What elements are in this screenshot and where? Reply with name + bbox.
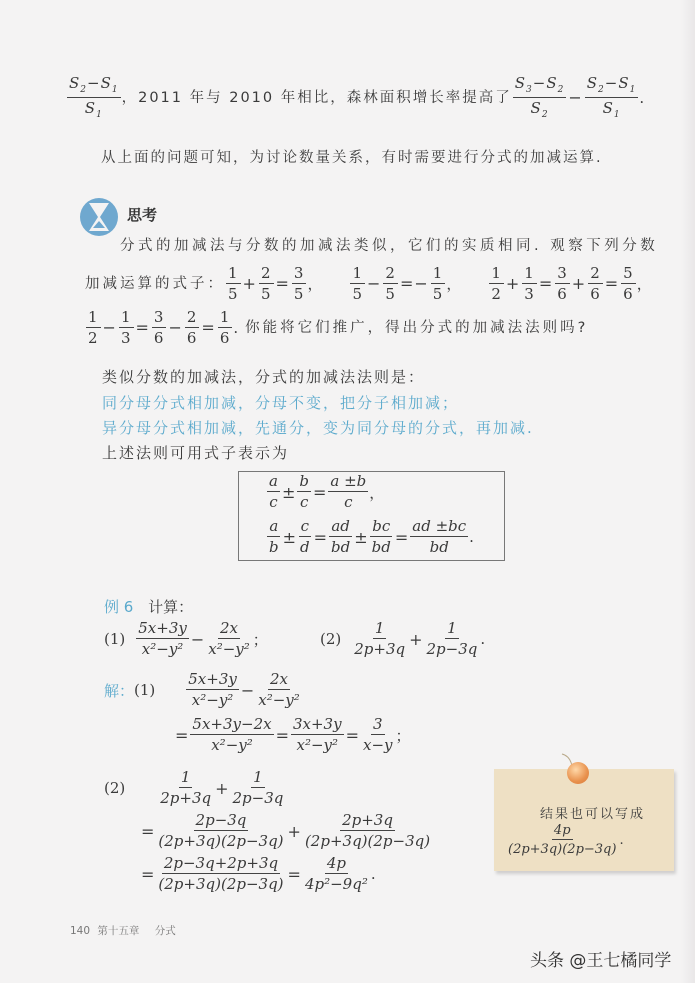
side-note-text: 结果也可以写成 [540,807,646,822]
think-title: 思考 [127,206,158,224]
solution-part1-line1: 解： (1) $\frac{5x+3y}{\text{x²−y²}}$ − $\frac{2x}{\text{x²−y²}}$ [104,670,300,709]
pushpin-icon [567,762,589,784]
think-line2: 加减运算的式子： $\frac{1}{5}$ + $\frac{2}{5}$ = $\frac{3}{5}$ ， $\frac{1}{5}$ − $\frac{2}{5}$ =− $\frac{1}{5}$ ， $\frac{1}{2}$ + $\frac{1}{3}$ = $\frac{3}{6}$ + $\frac{2}{6}$ = $\frac{5}{6}$ ， [85,264,653,303]
solution-part2-line3: = $\frac{2p-3q+2p+3q}{(2p+3q)(2p-3q)}$ = $\frac{4p}{\text{4p²−9q²}}$ . [141,854,376,893]
solution-part2-line2: = $\frac{2p-3q}{(2p+3q)(2p-3q)}$ + $\frac{2p+3q}{(2p+3q)(2p-3q)}$ [141,811,431,850]
example-label: 例 6 [104,598,134,616]
formula-same-denominator: $\frac{a}{c}$ ± $\frac{b}{c}$ = $\frac{a \pm b}{c}$ ， [269,472,385,511]
section-label: 分式 [154,925,176,937]
fraction-s2-s1-over-s1: $\frac{S_2-S_1}{S_1}$ [69,74,119,120]
rule-different-denominator: 异分母分式相加减，先通分，变为同分母的分式，再加减. [102,419,534,437]
conclusion-text: 从上面的问题可知，为讨论数量关系，有时需要进行分式的加减运算. [101,150,603,166]
formula-different-denominator: $\frac{a}{b}$ ± $\frac{c}{d}$ = $\frac{ad}{bd}$ ± $\frac{bc}{bd}$ = $\frac{ad \pm bc}{bd}$ . [269,517,474,556]
watermark: 头条 @王七橘同学 [530,951,672,971]
eq3: $\frac{1}{2}$ + $\frac{1}{3}$ = $\frac{3}{6}$ + $\frac{2}{6}$ = $\frac{5}{6}$ ， [491,264,653,303]
eq1: $\frac{1}{5}$ + $\frac{2}{5}$ = $\frac{3}{5}$ ， [228,264,324,303]
fraction-s2-s1-over-s1-b: $\frac{S_2-S_1}{S_1}$ [586,74,637,120]
think-hourglass-icon [79,197,119,237]
rules-intro: 类似分数的加减法，分式的加减法法则是： [102,368,426,386]
side-note-fraction: $\frac{4p}{(2p+3q)(2p-3q)}$ . [508,823,624,857]
solution-label: 解： [104,681,135,700]
page-number: 140 [70,925,91,937]
think-line3: $\frac{1}{2}$ − $\frac{1}{3}$ = $\frac{3}{6}$ − $\frac{2}{6}$ = $\frac{1}{6}$ . 你能将它们推广，得出分式的加减法法则吗? [85,310,588,346]
intro-text: ，2011 年与 2010 年相比，森林面积增长率提高了 [121,90,512,106]
formula-intro: 上述法则可用式子表示为 [102,444,290,462]
example-problem-1: (1) $\frac{5x+3y}{\text{x²−y²}}$ − $\frac{2x}{\text{x²−y²}}$ ； [104,619,268,658]
example-problem-2: (2) $\frac{1}{2p+3q}$ + $\frac{1}{2p-3q}$ . [320,619,486,658]
eq4: $\frac{1}{2}$ − $\frac{1}{3}$ = $\frac{3}{6}$ − $\frac{2}{6}$ = $\frac{1}{6}$ . [88,308,240,347]
fraction-s3-s2-over-s2: $\frac{S_3-S_2}{S_2}$ [514,74,565,120]
rule-same-denominator: 同分母分式相加减，分母不变，把分子相加减； [102,394,460,412]
page-footer [70,923,176,938]
example-heading [104,596,193,617]
think-line1: 分式的加减法与分数的加减法类似，它们的实质相同. 观察下列分数 [120,238,659,254]
chapter-label: 第十五章 [97,925,140,937]
intro-line: $\frac{S_2-S_1}{S_1}$ ，2011 年与 2010 年相比，森林面积增长率提高了 $\frac{S_3-S_2}{S_2}$ − $\frac{S_2-S_1}{S_1}$ . [69,74,646,120]
page-edge-shadow [681,0,695,983]
solution-part1-line2: = $\frac{5x+3y-2x}{\text{x²−y²}}$ = $\frac{3x+3y}{\text{x²−y²}}$ = $\frac{3}{x-y}$ ； [175,715,411,754]
eq2: $\frac{1}{5}$ − $\frac{2}{5}$ =− $\frac{1}{5}$ ， [352,264,463,303]
example-title: 计算： [148,598,194,616]
solution-part2-line1: (2) $\frac{1}{2p+3q}$ + $\frac{1}{2p-3q}$ [104,768,284,807]
